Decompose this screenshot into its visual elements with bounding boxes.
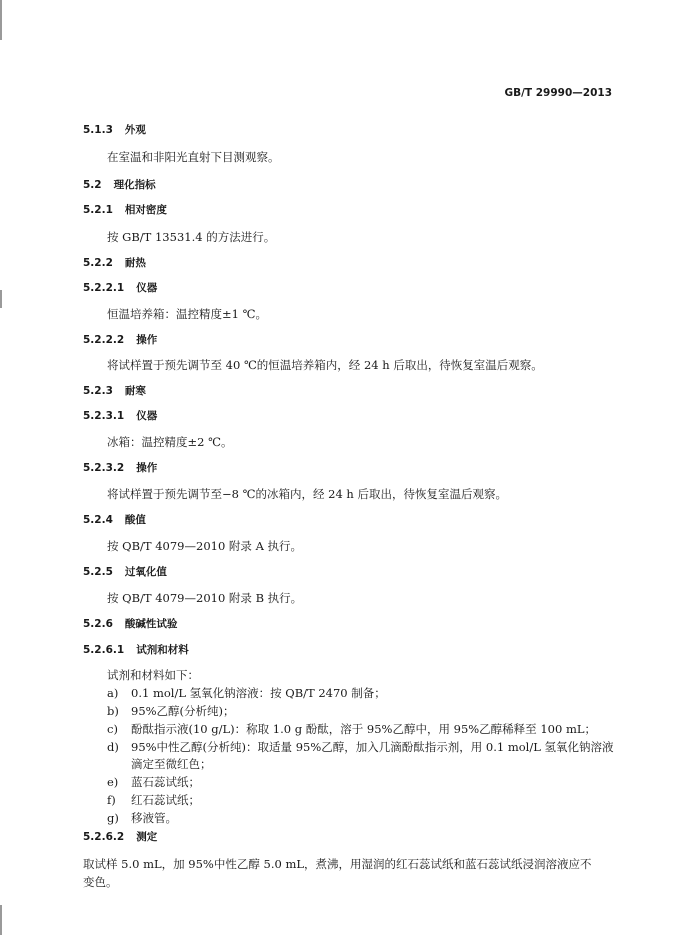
section-heading: 5.2.3 耐寒 <box>83 385 146 397</box>
paragraph: 冰箱：温控精度±2 ℃。 <box>107 435 233 449</box>
list-item: c) 酚酞指示液(10 g/L)：称取 1.0 g 酚酞，溶于 95%乙醇中，用 95%乙醇稀释至 100 mL； <box>107 722 596 736</box>
standard-number: GB/T 29990—2013 <box>504 87 612 99</box>
list-item: g) 移液管。 <box>107 811 177 825</box>
paragraph: 按 QB/T 4079—2010 附录 B 执行。 <box>107 591 303 605</box>
list-item: d) 95%中性乙醇(分析纯)：取适量 95%乙醇，加入几滴酚酞指示剂，用 0.1 mol/L 氢氧化钠溶液 <box>107 740 614 754</box>
paragraph-continuation: 变色。 <box>83 875 118 889</box>
paragraph: 按 QB/T 4079—2010 附录 A 执行。 <box>107 539 303 553</box>
paragraph: 取试样 5.0 mL，加 95%中性乙醇 5.0 mL，煮沸，用湿润的红石蕊试纸和蓝石蕊试纸浸润溶液应不 <box>83 857 592 871</box>
section-heading: 5.2.3.2 操作 <box>83 462 158 474</box>
section-heading: 5.1.3 外观 <box>83 124 146 136</box>
section-heading: 5.2.5 过氧化值 <box>83 566 167 578</box>
paragraph: 将试样置于预先调节至 40 ℃的恒温培养箱内，经 24 h 后取出，待恢复室温后观察。 <box>107 358 543 372</box>
scan-edge-mark <box>0 0 2 40</box>
list-item: b) 95%乙醇(分析纯)； <box>107 704 235 718</box>
section-heading: 5.2.6.2 测定 <box>83 831 158 843</box>
list-item: e) 蓝石蕊试纸； <box>107 775 200 789</box>
paragraph: 将试样置于预先调节至−8 ℃的冰箱内，经 24 h 后取出，待恢复室温后观察。 <box>107 487 507 501</box>
section-heading: 5.2.4 酸值 <box>83 514 146 526</box>
section-heading: 5.2.6.1 试剂和材料 <box>83 644 189 656</box>
section-heading: 5.2.2.1 仪器 <box>83 282 158 294</box>
paragraph: 恒温培养箱：温控精度±1 ℃。 <box>107 307 267 321</box>
scan-edge-mark <box>0 905 2 935</box>
section-heading: 5.2.1 相对密度 <box>83 204 167 216</box>
paragraph: 在室温和非阳光直射下目测观察。 <box>107 150 280 164</box>
paragraph: 试剂和材料如下： <box>107 668 199 682</box>
list-item: a) 0.1 mol/L 氢氧化钠溶液：按 QB/T 2470 制备； <box>107 686 386 700</box>
list-item: f) 红石蕊试纸； <box>107 793 200 807</box>
section-heading: 5.2.3.1 仪器 <box>83 410 158 422</box>
section-heading: 5.2.2 耐热 <box>83 257 146 269</box>
section-heading: 5.2.2.2 操作 <box>83 334 158 346</box>
section-heading: 5.2.6 酸碱性试验 <box>83 618 178 630</box>
list-item-continuation: 滴定至微红色； <box>131 757 212 771</box>
paragraph: 按 GB/T 13531.4 的方法进行。 <box>107 230 276 244</box>
section-heading: 5.2 理化指标 <box>83 179 156 191</box>
scan-edge-mark <box>0 290 2 308</box>
